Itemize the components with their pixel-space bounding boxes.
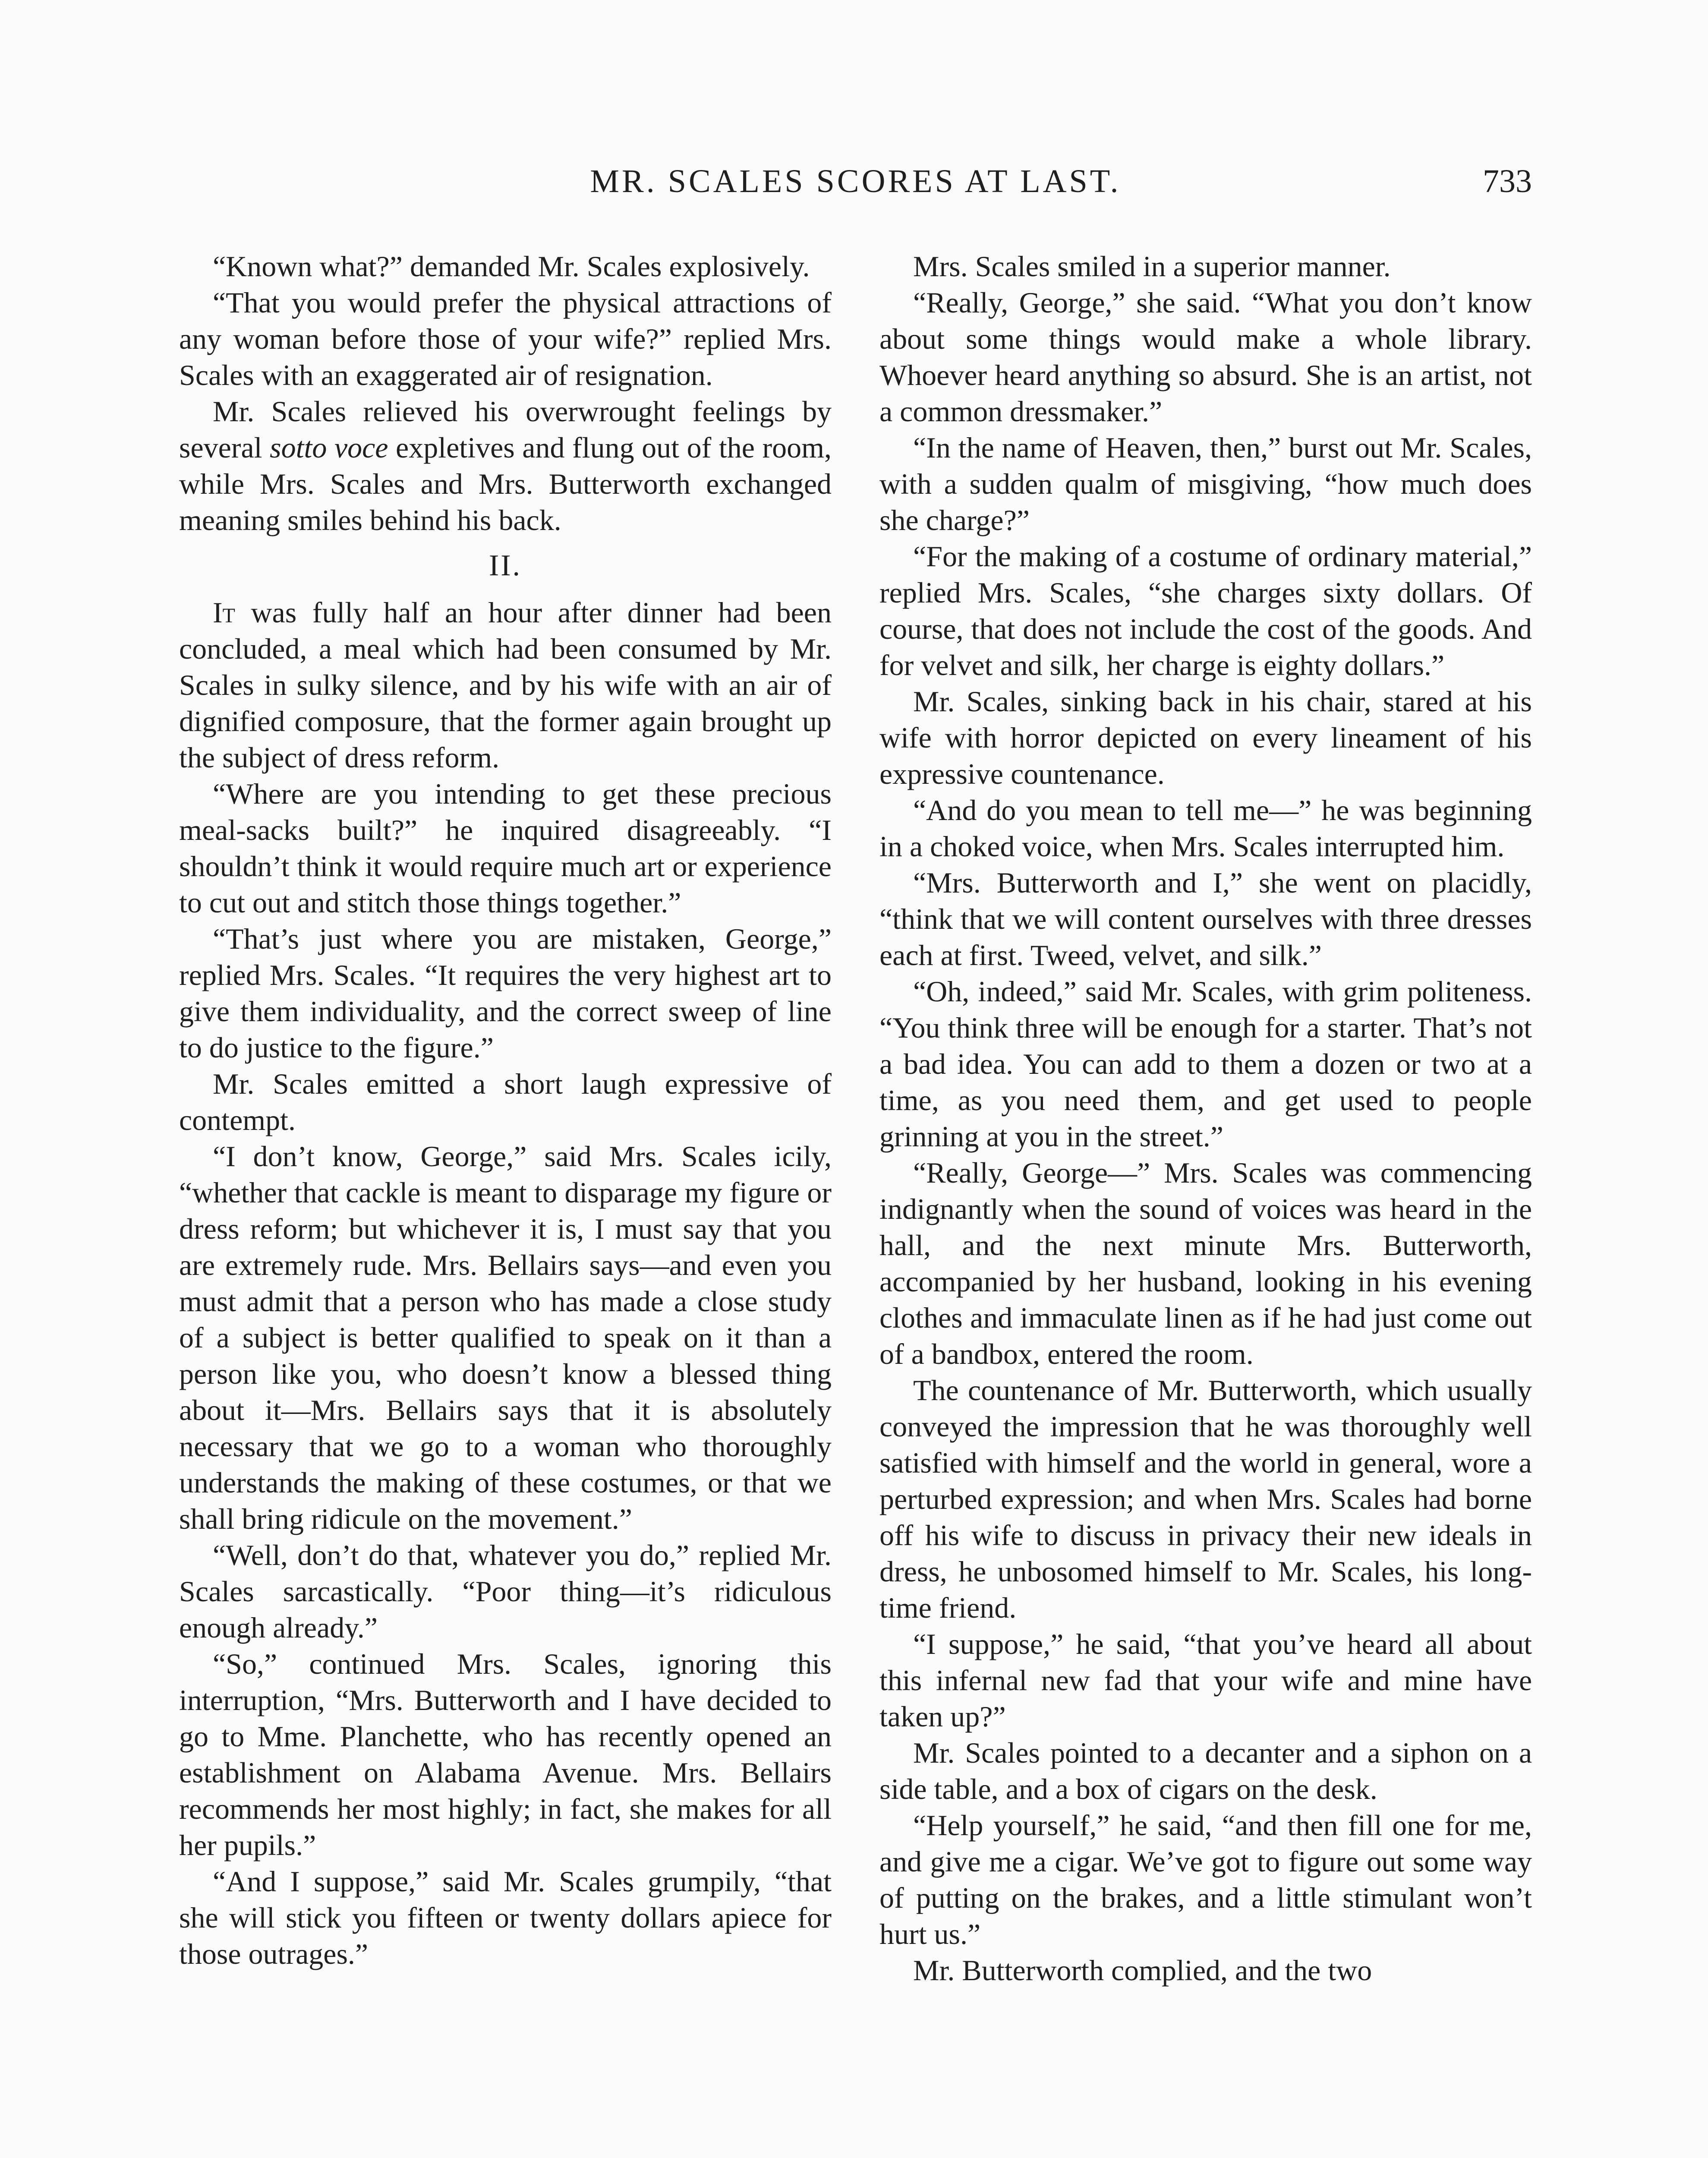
paragraph xyxy=(179,393,832,538)
small-caps-opening: It xyxy=(213,596,235,629)
paragraph: “Where are you intending to get these precious meal-sacks built?” he inquired disagreeably. “I shouldn’t think it would require much art or experience to cut out and stitch those things together.” xyxy=(179,777,832,919)
paragraph xyxy=(179,594,832,776)
paragraph: “That you would prefer the physical attractions of any woman before those of your wife?” replied Mrs. Scales with an exaggerated air of resignation. xyxy=(179,286,832,391)
paragraph: “Mrs. Butterworth and I,” she went on placidly, “think that we will content ourselves with three dresses each at first. Tweed, velvet, and silk.” xyxy=(879,866,1532,972)
paragraph: “So,” continued Mrs. Scales, ignoring this interruption, “Mrs. Butterworth and I have decided to go to Mme. Planchette, who has recently opened an establishment on Alabama Avenue. Mrs. Bellairs recommends her most highly; in fact, she makes for all her pupils.” xyxy=(179,1647,832,1861)
running-head: MR. SCALES SCORES AT LAST. xyxy=(590,163,1121,199)
paragraph: “I suppose,” he said, “that you’ve heard all about this infernal new fad that your wife and mine have taken up?” xyxy=(879,1628,1532,1733)
paragraph: “Oh, indeed,” said Mr. Scales, with grim politeness. “You think three will be enough for a starter. That’s not a bad idea. You can add to them a dozen or two at a time, as you need them, and get used to people grinning at you in the street.” xyxy=(879,975,1532,1153)
paragraph: “I don’t know, George,” said Mrs. Scales icily, “whether that cackle is meant to disparage my figure or dress reform; but whichever it is, I must say that you are extremely rude. Mrs. Bellairs says—and even you must admit that a person who has made a close study of a subject is better qualified to speak on it than a person like you, who doesn’t know a blessed thing about it—Mrs. Bellairs says that it is absolutely necessary that we go to a woman who thoroughly understands the making of these costumes, or that we shall bring ridicule on the movement.” xyxy=(179,1140,832,1535)
paragraph: “And do you mean to tell me—” he was beginning in a choked voice, when Mrs. Scales interrupted him. xyxy=(879,794,1532,863)
left-column xyxy=(179,248,832,1972)
section-heading: II. xyxy=(488,549,522,582)
paragraph: The countenance of Mr. Butterworth, which usually conveyed the impression that he was thoroughly well satisfied with himself and the world in general, wore a perturbed expression; and when Mrs. Scales had borne off his wife to discuss in privacy their new ideals in dress, he unbosomed himself to Mr. Scales, his long-time friend. xyxy=(879,1374,1532,1624)
text-run: expletives and flung out of the room, while Mrs. Scales and Mrs. Butterworth exchanged meaning smiles behind his back. xyxy=(179,431,832,536)
text-run: Mr. Scales relieved his overwrought feelings by several xyxy=(179,395,832,464)
paragraph: Mrs. Scales smiled in a superior manner. xyxy=(913,250,1391,283)
text-run: was fully half an hour after dinner had been concluded, a meal which had been consumed by Mr. Scales in sulky silence, and by his wife with an air of dignified composure, that the former again brought up the subject of dress reform. xyxy=(179,596,832,774)
paragraph: Mr. Scales, sinking back in his chair, stared at his wife with horror depicted on every lineament of his expressive countenance. xyxy=(879,685,1532,790)
page-number: 733 xyxy=(1483,163,1532,199)
paragraph: Mr. Scales emitted a short laugh expressive of contempt. xyxy=(179,1067,832,1136)
paragraph: “For the making of a costume of ordinary material,” replied Mrs. Scales, “she charges sixty dollars. Of course, that does not include the cost of the goods. And for velvet and silk, her charge is eighty dollars.” xyxy=(879,540,1532,681)
paragraph: Mr. Butterworth complied, and the two xyxy=(913,1954,1372,1987)
paragraph: “Really, George,” she said. “What you don’t know about some things would make a whole library. Whoever heard anything so absurd. She is an artist, not a common dressmaker.” xyxy=(879,286,1532,428)
paragraph: “In the name of Heaven, then,” burst out Mr. Scales, with a sudden qualm of misgiving, “how much does she charge?” xyxy=(879,431,1532,536)
paragraph: “And I suppose,” said Mr. Scales grumpily, “that she will stick you fifteen or twenty dollars apiece for those outrages.” xyxy=(179,1865,832,1970)
page-header xyxy=(179,155,1532,220)
paragraph: “That’s just where you are mistaken, George,” replied Mrs. Scales. “It requires the very highest art to give them individuality, and the correct sweep of line to do justice to the figure.” xyxy=(179,922,832,1064)
paragraph: “Well, don’t do that, whatever you do,” replied Mr. Scales sarcastically. “Poor thing—it’s ridiculous enough already.” xyxy=(179,1539,832,1644)
italic-phrase: sotto voce xyxy=(270,431,388,464)
paragraph: “Known what?” demanded Mr. Scales explosively. xyxy=(213,250,810,283)
paragraph: “Help yourself,” he said, “and then fill one for me, and give me a cigar. We’ve got to figure out some way of putting on the brakes, and a little stimulant won’t hurt us.” xyxy=(879,1809,1532,1950)
paragraph: Mr. Scales pointed to a decanter and a siphon on a side table, and a box of cigars on the desk. xyxy=(879,1736,1532,1805)
paragraph: “Really, George—” Mrs. Scales was commencing indignantly when the sound of voices was heard in the hall, and the next minute Mrs. Butterworth, accompanied by her husband, looking in his evening clothes and immaculate linen as if he had just come out of a bandbox, entered the room. xyxy=(879,1156,1532,1370)
right-column xyxy=(879,248,1532,1988)
